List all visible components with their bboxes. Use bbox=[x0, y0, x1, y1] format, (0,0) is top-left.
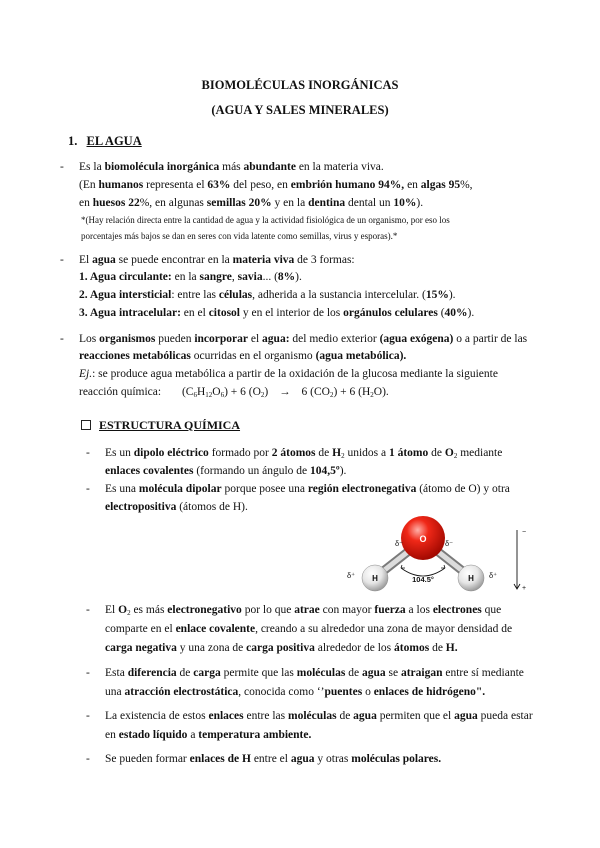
hydrogen-label-right: H bbox=[468, 574, 474, 583]
carbon-dioxide-term: 6 $(CO_2)$ bbox=[301, 386, 338, 399]
paragraph-3-line-1: Los organismos pueden incorporar el agua: del medio exterior (agua exógena) o a partir de las bbox=[79, 333, 528, 345]
water-term: + 6 $(H_2O)$. bbox=[340, 386, 389, 399]
bullet-dash: - bbox=[60, 254, 64, 266]
checkbox-bullet-icon bbox=[81, 420, 91, 430]
structure-point-5-line-2: en estado líquido a temperatura ambiente. bbox=[105, 729, 312, 741]
water-type-interstitial: 2. Agua intersticial: entre las células, adherida a la sustancia intercelular. (15%). bbox=[79, 289, 456, 301]
paragraph-1-line-3: en huesos 22%, en algunas semillas 20% y en la dentina dental un 10%). bbox=[79, 197, 424, 209]
delta-plus-right: δ⁺ bbox=[489, 571, 498, 580]
structure-point-2-line-2: electropositiva (átomos de H). bbox=[105, 501, 248, 513]
paragraph-3-line-2: reacciones metabólicas ocurridas en el organismo (agua metabólica). bbox=[79, 350, 407, 362]
structure-point-2-line-1: Es una molécula dipolar porque posee una región electronegativa (átomo de O) y otra bbox=[105, 483, 510, 495]
bullet-dash: - bbox=[60, 333, 64, 345]
structure-point-5-line-1: La existencia de estos enlaces entre las moléculas de agua permiten que el agua pueda estar bbox=[105, 710, 533, 722]
paragraph-3-line-3: Ej.: se produce agua metabólica a partir de la oxidación de la glucosa mediante la siguiente bbox=[79, 368, 498, 380]
delta-plus-left: δ⁺ bbox=[347, 571, 356, 580]
footnote-line-2: porcentajes más bajos se dan en seres con vida latente como semillas, virus y esporas).* bbox=[81, 231, 398, 241]
glucose-formula: $(C_6H_{12}O_6)$ bbox=[181, 386, 228, 399]
bullet-dash: - bbox=[60, 161, 64, 173]
paragraph-1-line-2: (En humanos representa el 63% del peso, en embrión humano 94%, en algas 95%, bbox=[79, 179, 473, 191]
bullet-dash: - bbox=[86, 710, 90, 722]
structure-point-6-line-1: Se pueden formar enlaces de H entre el agua y otras moléculas polares. bbox=[105, 753, 442, 765]
section-number: 1. bbox=[68, 134, 78, 148]
section-2-heading: ESTRUCTURA QUÍMICA bbox=[99, 418, 241, 432]
structure-point-3-line-1: El $O_2$ es más electronegativo por lo que atrae con mayor fuerza a los electrones que bbox=[105, 604, 502, 617]
bond-angle-label: 104.5° bbox=[412, 575, 434, 584]
water-molecule-diagram bbox=[335, 510, 535, 595]
structure-point-1-line-2: enlaces covalentes (formando un ángulo de 104,5º). bbox=[105, 465, 347, 477]
structure-point-4-line-1: Esta diferencia de carga permite que las moléculas de agua se atraigan entre sí mediante bbox=[105, 667, 524, 679]
document-subtitle: (AGUA Y SALES MINERALES) bbox=[211, 103, 389, 117]
oxygen-term: + 6 $(O_2)$ bbox=[230, 386, 269, 399]
bullet-dash: - bbox=[86, 667, 90, 679]
bullet-dash: - bbox=[86, 753, 90, 765]
reaction-arrow: → bbox=[279, 386, 291, 398]
structure-point-3-line-3: carga negativa y una zona de carga positiva alrededor de los átomos de H. bbox=[105, 642, 458, 654]
paragraph-2-line-1: El agua se puede encontrar en la materia viva de 3 formas: bbox=[79, 254, 355, 266]
dipole-minus-sign: − bbox=[522, 529, 527, 536]
arc-arrow-left-icon bbox=[401, 565, 405, 568]
document-title: BIOMOLÉCULAS INORGÁNICAS bbox=[201, 78, 399, 92]
chemical-reaction-line: reacción química: $(C_6H_{12}O_6) + 6$ $(O_2) \to 6$ $(CO_2) + 6$ $(H_2O)$. bbox=[79, 386, 389, 399]
bullet-dash: - bbox=[86, 447, 90, 459]
paragraph-1-line-1: Es la biomolécula inorgánica más abundante en la materia viva. bbox=[79, 161, 384, 173]
oxygen-label: O bbox=[419, 534, 427, 544]
section-1-heading bbox=[68, 134, 142, 148]
hydrogen-label-left: H bbox=[372, 574, 378, 583]
structure-point-1-line-1: Es un dipolo eléctrico formado por 2 átomos de $H_2$ unidos a 1 átomo de $O_2$ mediante bbox=[105, 447, 503, 460]
section-title: EL AGUA bbox=[86, 134, 142, 148]
bullet-dash: - bbox=[86, 604, 90, 616]
footnote-line-1: *(Hay relación directa entre la cantidad de agua y la actividad fisiológica de un organismo, por eso los bbox=[81, 215, 450, 225]
structure-point-3-line-2: comparte en el enlace covalente, creando a su alrededor una zona de mayor densidad de bbox=[105, 623, 513, 635]
dipole-plus-sign: + bbox=[522, 585, 527, 592]
structure-point-4-line-2: una atracción electrostática, conocida como ‘’puentes o enlaces de hidrógeno". bbox=[105, 686, 486, 698]
arc-arrow-right-icon bbox=[441, 565, 445, 568]
bullet-dash: - bbox=[86, 483, 90, 495]
water-type-circulating: 1. Agua circulante: en la sangre, savia... (8%). bbox=[79, 271, 302, 283]
water-type-intracellular: 3. Agua intracelular: en el citosol y en el interior de los orgánulos celulares (40%). bbox=[79, 307, 475, 319]
delta-minus-left: δ⁻ bbox=[395, 539, 404, 548]
delta-minus-right: δ⁻ bbox=[445, 539, 454, 548]
